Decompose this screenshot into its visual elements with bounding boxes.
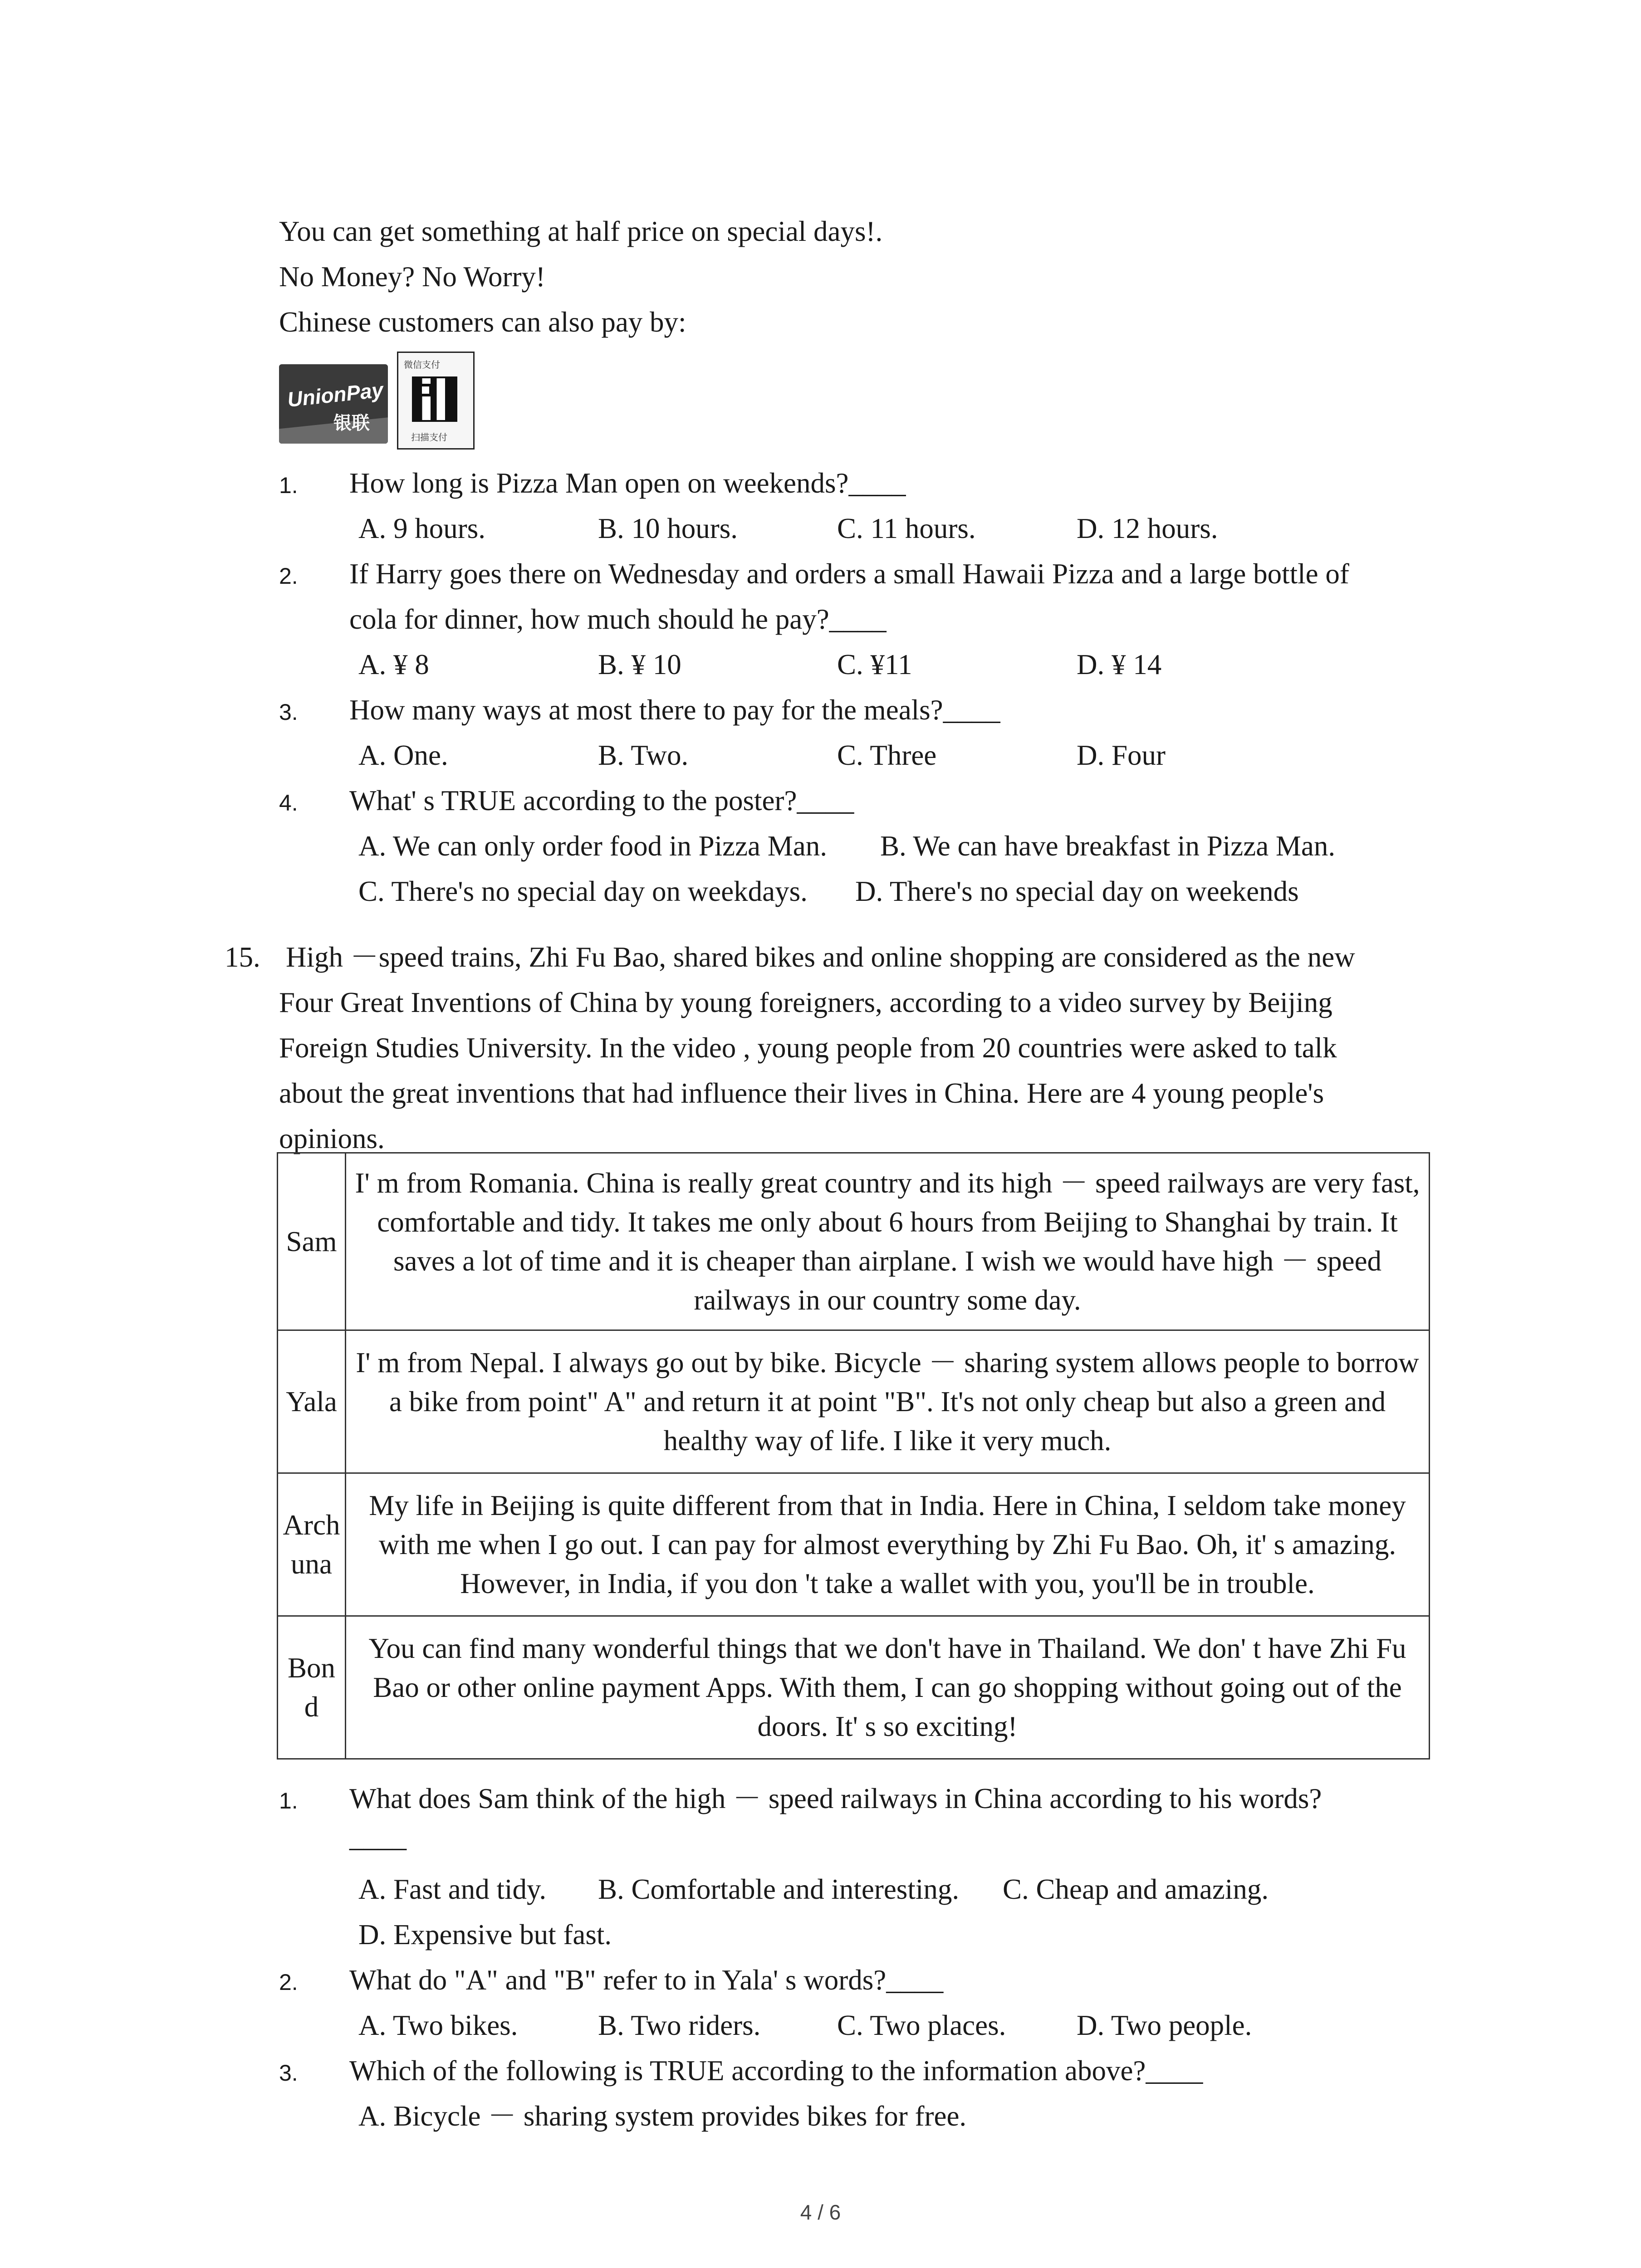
passage-line: Four Great Inventions of China by young foreigners, according to a video survey by Beijing [279,987,1332,1018]
option: A. We can only order food in Pizza Man. [358,830,827,862]
option: A. Bicycle － sharing system provides bikes for free. [358,2100,967,2132]
question-text: What' s TRUE according to the poster?____ [349,785,854,816]
option: B. 10 hours. [598,513,738,544]
question-text: ____ [349,1821,407,1853]
intro-line: Chinese customers can also pay by: [279,306,686,338]
person-name: Sam [278,1153,346,1330]
intro-line: No Money? No Worry! [279,261,545,293]
question-number: 3. [279,699,298,725]
payment-logos [279,352,497,451]
question-number: 1. [279,473,298,498]
person-name: Bond [278,1616,346,1759]
question-text: What does Sam think of the high － speed railways in China according to his words? [349,1783,1322,1814]
wechat-pay-qr-logo: 微信支付 扫描支付 [397,352,475,450]
option: C. Two places. [837,2009,1006,2041]
option: C. There's no special day on weekdays. [358,875,808,907]
question-text: cola for dinner, how much should he pay?____ [349,603,887,635]
option: D. 12 hours. [1077,513,1218,544]
page-number: 4 / 6 [800,2200,841,2224]
opinion-text: My life in Beijing is quite different from that in India. Here in China, I seldom take money with me when I go out. I can pay for almost everything by Zhi Fu Bao. Oh, it' s amazing. However, in India, if you don 't take a wallet with you, you'll be in trouble. [346,1473,1430,1616]
question-number: 3. [279,2060,298,2086]
opinion-text: I' m from Nepal. I always go out by bike. Bicycle － sharing system allows people to borrow a bike from point" A" and return it at point "B". It's not only cheap but also a green and healthy way of life. I like it very much. [346,1330,1430,1473]
table-row [278,1153,1430,1330]
person-name: Yala [278,1330,346,1473]
option: B. Comfortable and interesting. [598,1873,960,1905]
option: A. Two bikes. [358,2009,518,2041]
opinion-text: I' m from Romania. China is really great country and its high － speed railways are very fast, comfortable and tidy. It takes me only about 6 hours from Beijing to Shanghai by train. It saves a lot of time and it is cheaper than airplane. I wish we would have high － speed railways in our country some day. [346,1153,1430,1330]
question-text: Which of the following is TRUE according to the information above?____ [349,2055,1203,2087]
passage-line: Foreign Studies University. In the video , young people from 20 countries were asked to talk [279,1032,1337,1064]
passage-line: opinions. [279,1123,385,1154]
person-name: Archuna [278,1473,346,1616]
qr-code-icon [412,376,457,422]
option: C. 11 hours. [837,513,976,544]
option: B. Two. [598,739,689,771]
question-number: 4. [279,790,298,816]
unionpay-logo: UnionPay 银联 [279,364,388,444]
question-text: How many ways at most there to pay for the meals?____ [349,694,1000,726]
option: C. Three [837,739,937,771]
question-text: How long is Pizza Man open on weekends?____ [349,467,906,499]
option: D. There's no special day on weekends [855,875,1299,907]
option: B. ¥ 10 [598,649,681,680]
option: B. Two riders. [598,2009,761,2041]
option: C. Cheap and amazing. [1003,1873,1269,1905]
option: B. We can have breakfast in Pizza Man. [880,830,1336,862]
passage-line: High －speed trains, Zhi Fu Bao, shared bikes and online shopping are considered as the new [286,941,1355,973]
question-number: 2. [279,1970,298,1995]
question-number: 2. [279,563,298,589]
question-text: What do "A" and "B" refer to in Yala' s words?____ [349,1964,944,1996]
passage-line: about the great inventions that had influence their lives in China. Here are 4 young people's [279,1077,1324,1109]
intro-line: You can get something at half price on special days!. [279,215,883,247]
table-row [278,1473,1430,1616]
option: D. ¥ 14 [1077,649,1162,680]
option: D. Two people. [1077,2009,1252,2041]
question-number: 15. [225,941,260,973]
option: A. ¥ 8 [358,649,429,680]
opinion-text: You can find many wonderful things that we don't have in Thailand. We don' t have Zhi Fu Bao or other online payment Apps. With them, I can go shopping without going out of the doors. It' s so exciting! [346,1616,1430,1759]
option: A. 9 hours. [358,513,485,544]
option: D. Expensive but fast. [358,1919,612,1950]
option: A. Fast and tidy. [358,1873,547,1905]
opinions-table [277,1152,1430,1760]
question-number: 1. [279,1788,298,1813]
option: D. Four [1077,739,1166,771]
option: C. ¥11 [837,649,912,680]
table-row [278,1330,1430,1473]
option: A. One. [358,739,448,771]
question-text: If Harry goes there on Wednesday and orders a small Hawaii Pizza and a large bottle of [349,558,1349,590]
table-row [278,1616,1430,1759]
